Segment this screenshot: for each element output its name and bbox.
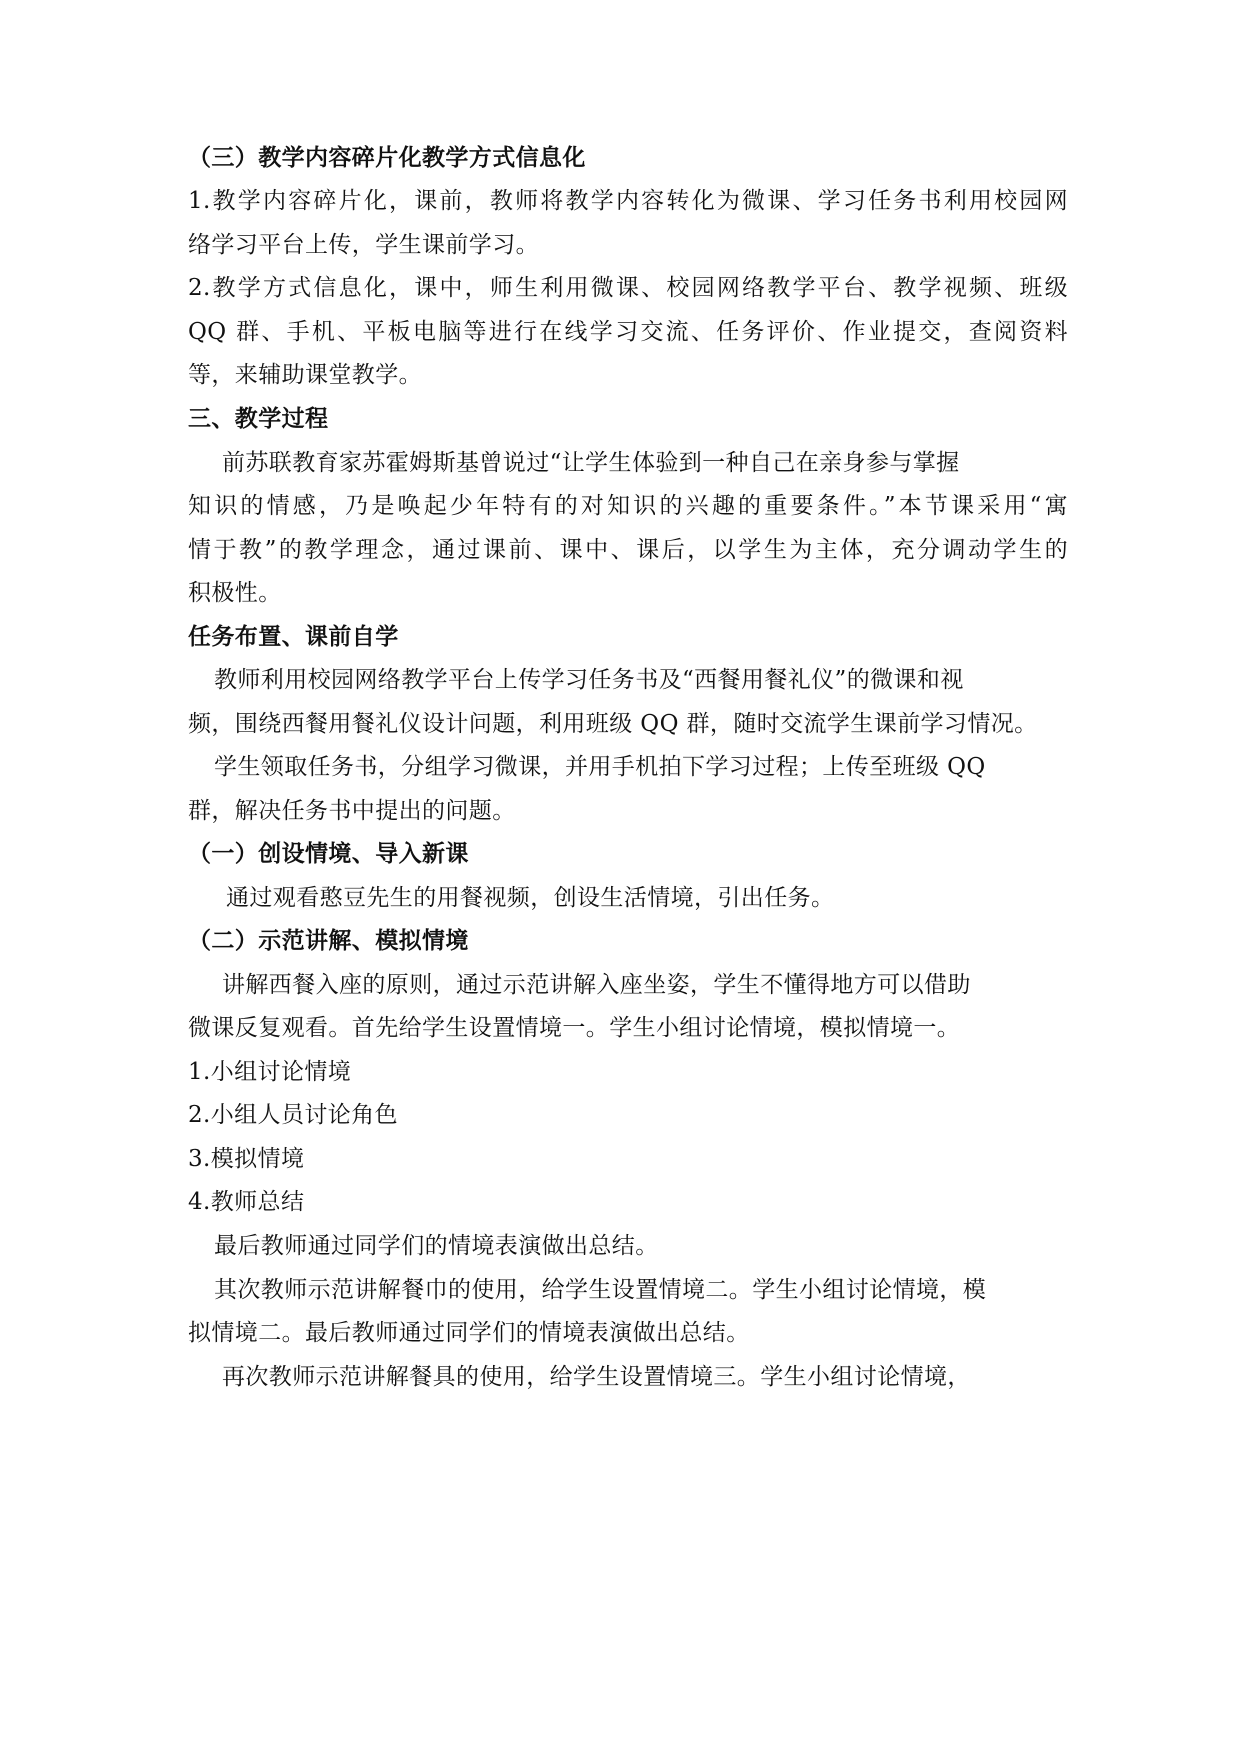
- list-item: 4.教师总结: [188, 1189, 305, 1215]
- paragraph-line: 频，围绕西餐用餐礼仪设计问题，利用班级 QQ 群，随时交流学生课前学习情况。: [188, 711, 1038, 737]
- paragraph-line: 2.教学方式信息化，课中，师生利用微课、校园网络教学平台、教学视频、班级: [188, 275, 1068, 301]
- paragraph-line: 知识的情感，乃是唤起少年特有的对知识的兴趣的重要条件。”本节课采用“寓: [188, 493, 1068, 519]
- section-heading: （二）示范讲解、模拟情境: [188, 928, 469, 954]
- list-item: 3.模拟情境: [188, 1146, 305, 1172]
- paragraph-line: 拟情境二。最后教师通过同学们的情境表演做出总结。: [188, 1320, 750, 1346]
- paragraph-line: 情于教”的教学理念，通过课前、课中、课后，以学生为主体，充分调动学生的: [188, 537, 1068, 563]
- list-item: 1.小组讨论情境: [188, 1059, 352, 1085]
- section-heading: （三）教学内容碎片化教学方式信息化: [188, 145, 586, 171]
- paragraph-line: 群，解决任务书中提出的问题。: [188, 798, 516, 824]
- paragraph-line: 积极性。: [188, 580, 282, 606]
- paragraph-line: 再次教师示范讲解餐具的使用，给学生设置情境三。学生小组讨论情境，: [222, 1364, 971, 1390]
- paragraph-line: 前苏联教育家苏霍姆斯基曾说过“让学生体验到一种自己在亲身参与掌握: [222, 450, 960, 476]
- paragraph-line: 等，来辅助课堂教学。: [188, 362, 422, 388]
- section-heading: 三、教学过程: [188, 406, 329, 432]
- paragraph-line: QQ 群、手机、平板电脑等进行在线学习交流、任务评价、作业提交，查阅资料: [188, 319, 1068, 345]
- paragraph-line: 学生领取任务书，分组学习微课，并用手机拍下学习过程；上传至班级 QQ: [214, 754, 986, 780]
- paragraph-line: 微课反复观看。首先给学生设置情境一。学生小组讨论情境，模拟情境一。: [188, 1015, 961, 1041]
- paragraph-line: 讲解西餐入座的原则，通过示范讲解入座坐姿，学生不懂得地方可以借助: [222, 972, 971, 998]
- paragraph-line: 最后教师通过同学们的情境表演做出总结。: [214, 1233, 659, 1259]
- list-item: 2.小组人员讨论角色: [188, 1102, 398, 1128]
- paragraph-line: 1.教学内容碎片化，课前，教师将教学内容转化为微课、学习任务书利用校园网: [188, 188, 1068, 214]
- paragraph-line: 络学习平台上传，学生课前学习。: [188, 232, 539, 258]
- paragraph-line: 教师利用校园网络教学平台上传学习任务书及“西餐用餐礼仪”的微课和视: [214, 667, 964, 693]
- paragraph-line: 其次教师示范讲解餐巾的使用，给学生设置情境二。学生小组讨论情境，模: [214, 1277, 987, 1303]
- section-heading: 任务布置、课前自学: [188, 624, 399, 650]
- paragraph-line: 通过观看憨豆先生的用餐视频，创设生活情境，引出任务。: [226, 885, 835, 911]
- section-heading: （一）创设情境、导入新课: [188, 841, 469, 867]
